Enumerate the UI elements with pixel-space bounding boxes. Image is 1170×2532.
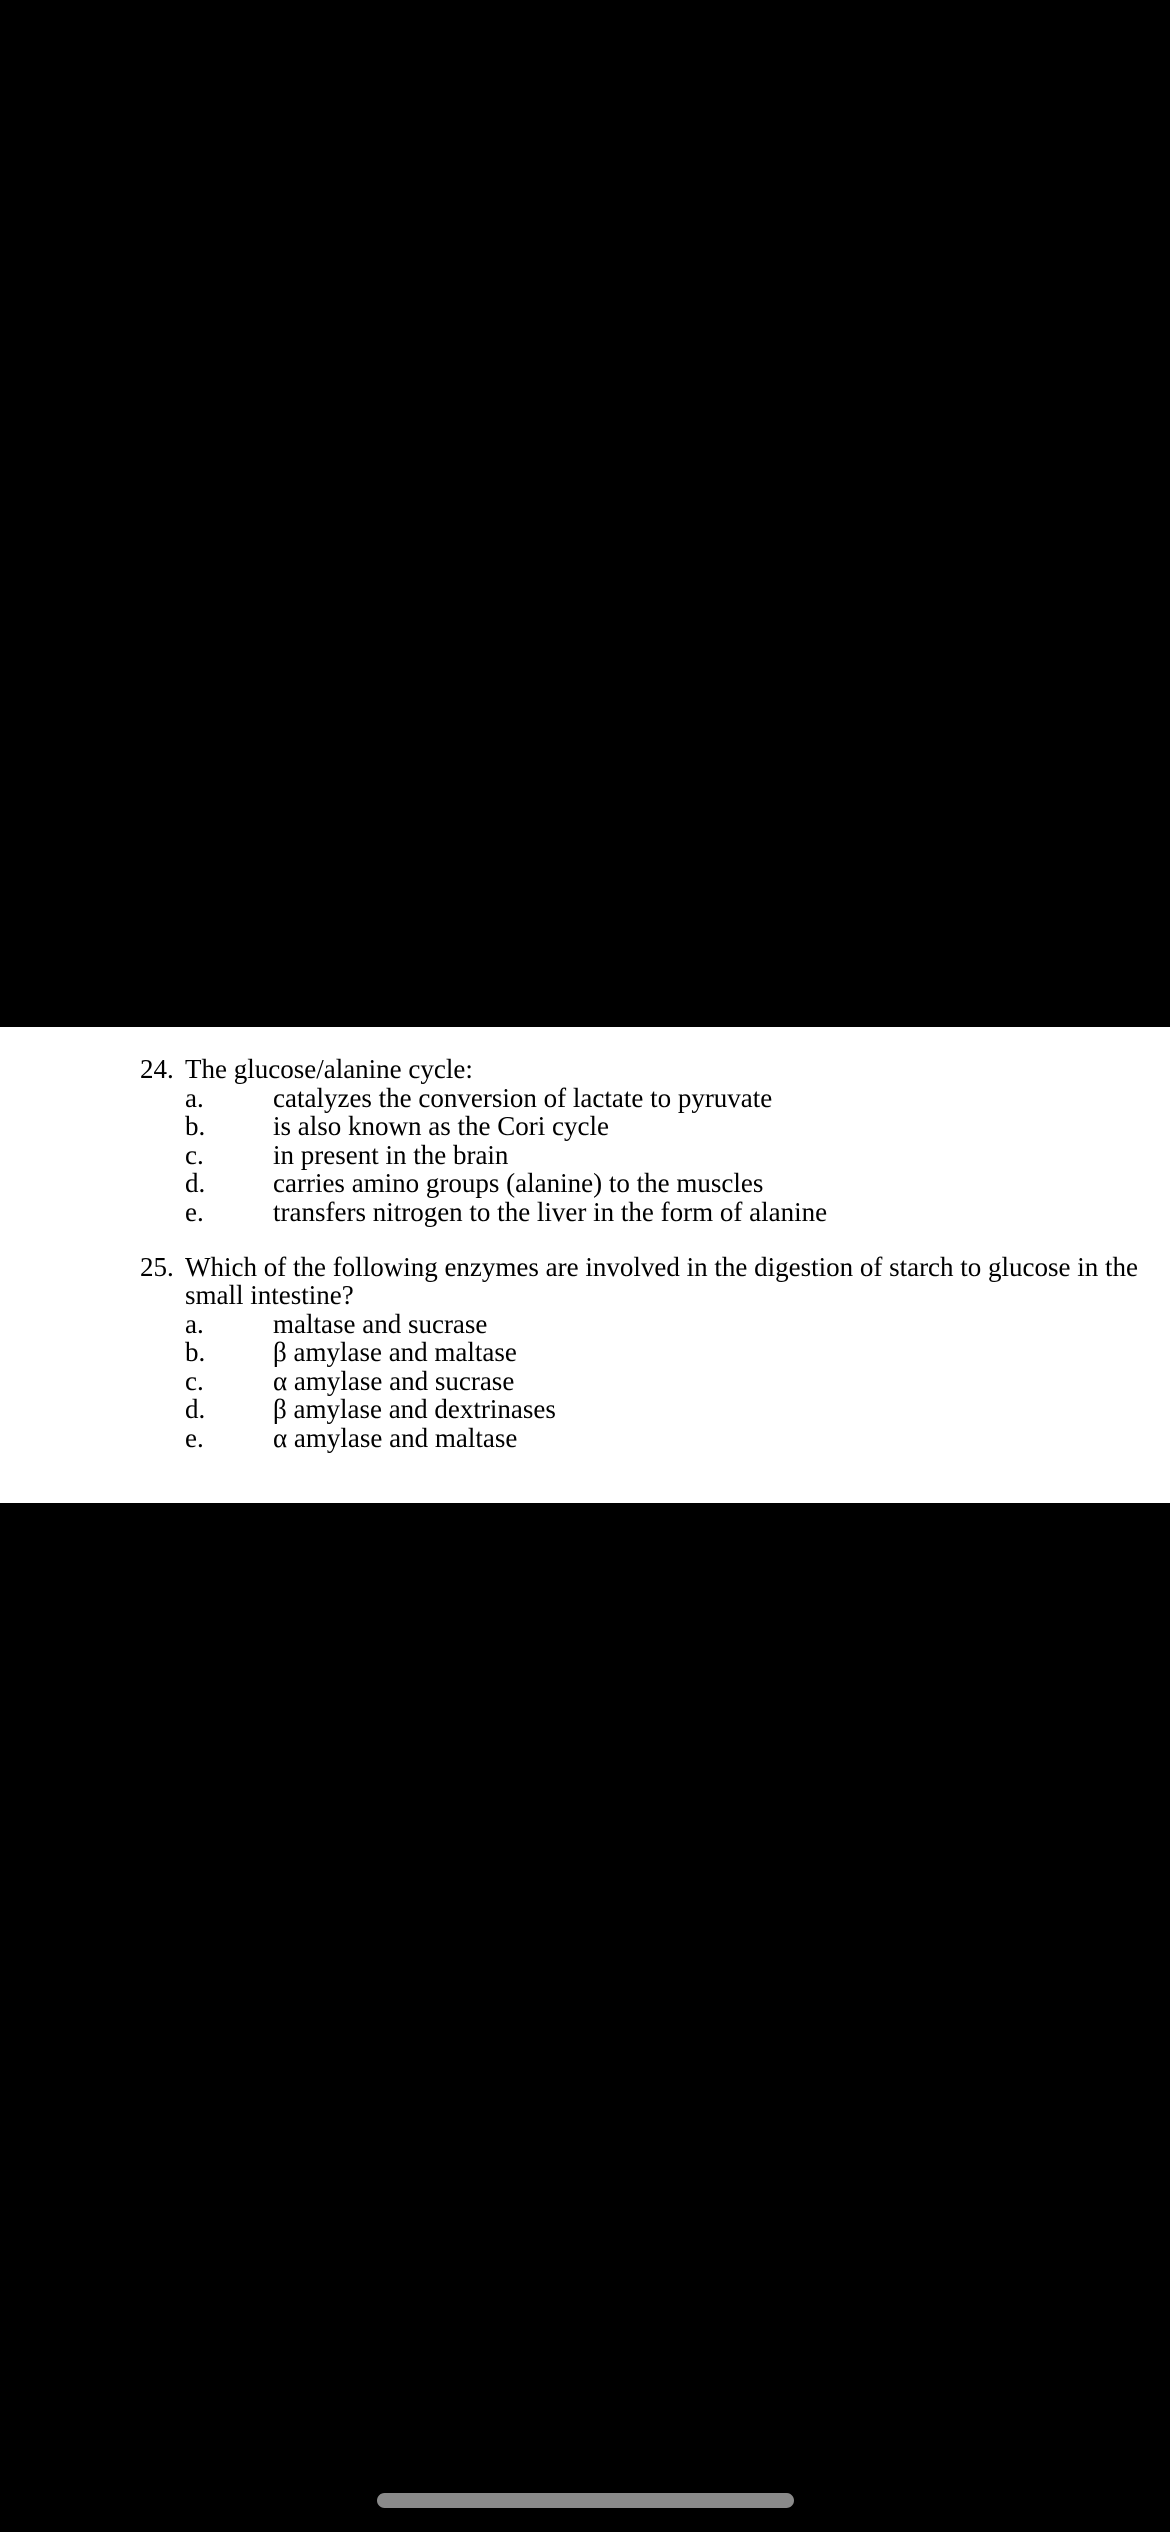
- option-letter: a.: [185, 1309, 204, 1339]
- option-text: carries amino groups (alanine) to the muscles: [273, 1168, 764, 1199]
- option-text: α amylase and sucrase: [273, 1365, 515, 1396]
- question-number: 25.: [140, 1252, 174, 1282]
- option-a: [185, 1310, 1145, 1338]
- option-text: α amylase and maltase: [273, 1422, 518, 1453]
- option-d: [185, 1169, 1145, 1197]
- option-b: [185, 1112, 1145, 1140]
- option-e: [185, 1424, 1145, 1452]
- option-letter: b.: [185, 1337, 206, 1368]
- document-panel: [0, 1027, 1170, 1503]
- option-letter: c.: [185, 1139, 204, 1170]
- option-letter: d.: [185, 1394, 206, 1425]
- option-letter: c.: [185, 1365, 204, 1396]
- option-text: β amylase and dextrinases: [273, 1394, 556, 1425]
- home-indicator[interactable]: [377, 2493, 794, 2508]
- option-list: [185, 1084, 1145, 1226]
- option-text: maltase and sucrase: [273, 1309, 488, 1339]
- option-text: β amylase and maltase: [273, 1337, 517, 1368]
- question-number: 24.: [140, 1054, 174, 1084]
- option-c: [185, 1367, 1145, 1395]
- option-b: [185, 1338, 1145, 1366]
- option-c: [185, 1141, 1145, 1169]
- option-letter: d.: [185, 1168, 206, 1199]
- option-letter: b.: [185, 1111, 206, 1142]
- option-letter: e.: [185, 1422, 204, 1453]
- question-text: Which of the following enzymes are involved in the digestion of starch to glucose in the small intestine?: [185, 1252, 1139, 1310]
- option-letter: a.: [185, 1083, 204, 1113]
- option-text: catalyzes the conversion of lactate to pyruvate: [273, 1083, 773, 1113]
- option-e: [185, 1198, 1145, 1226]
- option-letter: e.: [185, 1196, 204, 1227]
- option-d: [185, 1395, 1145, 1423]
- question-text: The glucose/alanine cycle:: [185, 1054, 473, 1084]
- option-text: is also known as the Cori cycle: [273, 1111, 609, 1142]
- option-list: [185, 1310, 1145, 1452]
- option-text: transfers nitrogen to the liver in the form of alanine: [273, 1196, 828, 1227]
- option-text: in present in the brain: [273, 1139, 509, 1170]
- option-a: [185, 1084, 1145, 1112]
